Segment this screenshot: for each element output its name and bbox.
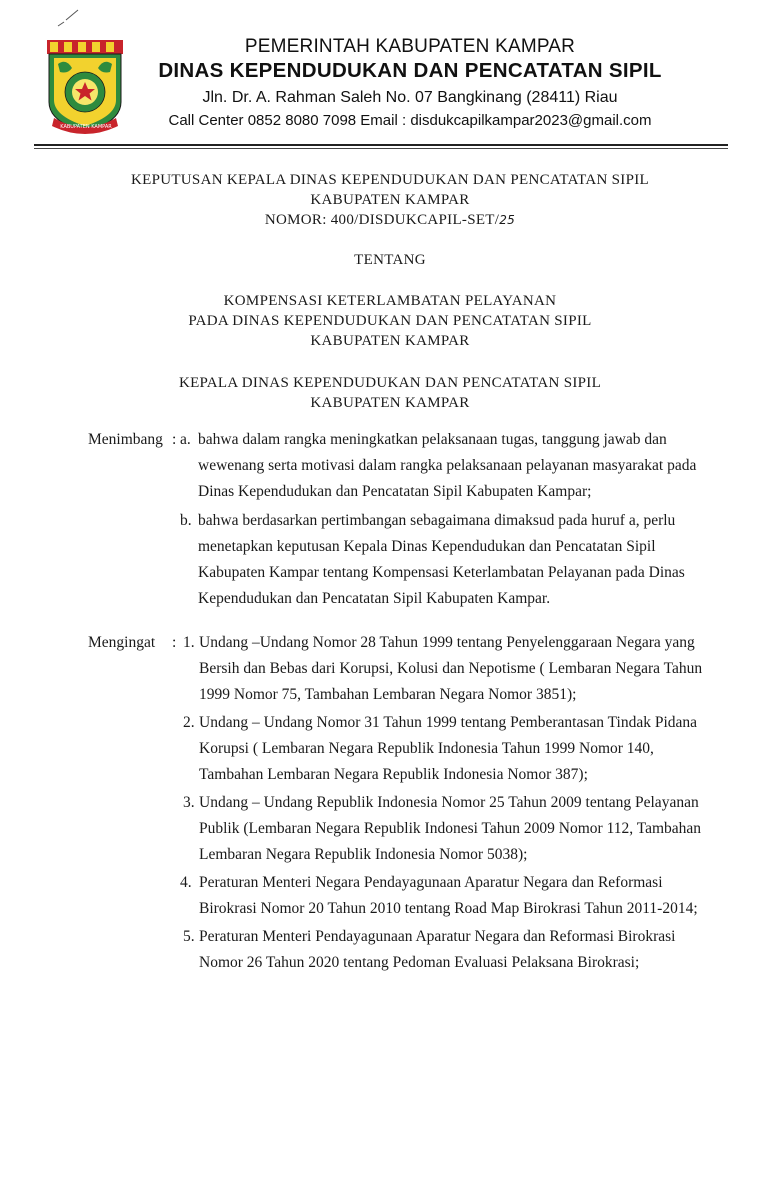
item-line: Kabupaten Kampar tentang Kompensasi Keterlambatan Pelayanan pada Dinas xyxy=(198,564,685,581)
item-line: Korupsi ( Lembaran Negara Republik Indonesia Tahun 1999 Nomor 140, xyxy=(199,740,654,757)
subject-line: KABUPATEN KAMPAR xyxy=(310,333,470,349)
item-line: 1999 Nomor 75, Tambahan Lembaran Negara Nomor 3851); xyxy=(199,686,577,703)
item-text xyxy=(199,710,707,788)
item-line: Tambahan Lembaran Negara Republik Indonesia Nomor 387); xyxy=(199,766,588,783)
decree-title-line: KEPUTUSAN KEPALA DINAS KEPENDUDUKAN DAN PENCATATAN SIPIL xyxy=(130,172,650,188)
item-line: Publik (Lembaran Negara Republik Indonesi Tahun 2009 Nomor 112, Tambahan xyxy=(199,820,702,837)
item-line: menetapkan keputusan Kepala Dinas Kependudukan dan Pencatatan Sipil xyxy=(198,538,656,555)
item-line: bahwa dalam rangka meningkatkan pelaksanaan tugas, tanggung jawab dan xyxy=(198,431,667,448)
menimbang-label: Menimbang xyxy=(88,431,163,448)
menimbang-colon: : xyxy=(172,431,177,448)
item-text xyxy=(199,790,707,868)
agency-contact: Call Center 0852 8080 7098 Email : disdukcapilkampar2023@gmail.com xyxy=(168,112,652,129)
agency-address: Jln. Dr. A. Rahman Saleh No. 07 Bangkinang (28411) Riau xyxy=(202,89,618,106)
government-name: PEMERINTAH KABUPATEN KAMPAR xyxy=(244,36,576,57)
logo-ribbon-text: KABUPATEN KAMPAR xyxy=(60,124,112,130)
item-line: Dinas Kependudukan dan Pencatatan Sipil Kabupaten Kampar; xyxy=(198,483,592,500)
menimbang-item xyxy=(180,427,705,505)
item-line: bahwa berdasarkan pertimbangan sebagaimana dimaksud pada huruf a, perlu xyxy=(198,512,676,529)
mengingat-item xyxy=(180,870,708,922)
menimbang-item xyxy=(180,508,705,612)
decree-number-text: NOMOR: 400/DISDUKCAPIL-SET/ xyxy=(264,212,500,228)
item-marker: 2. xyxy=(183,714,195,731)
mengingat-colon: : xyxy=(172,634,177,651)
letterhead xyxy=(130,36,690,131)
item-marker: 3. xyxy=(183,794,195,811)
decree-subject xyxy=(90,291,690,351)
pen-mark xyxy=(54,8,82,30)
item-text xyxy=(199,870,707,922)
handwritten-number: 25 xyxy=(499,213,516,227)
item-line: Undang – Undang Republik Indonesia Nomor 25 Tahun 2009 tentang Pelayanan xyxy=(199,794,699,811)
item-marker: 1. xyxy=(183,634,195,651)
item-line: Peraturan Menteri Negara Pendayagunaan Aparatur Negara dan Reformasi xyxy=(199,874,663,891)
item-line: Nomor 26 Tahun 2020 tentang Pedoman Evaluasi Pelaksana Birokrasi; xyxy=(199,954,640,971)
decree-title-line: KABUPATEN KAMPAR xyxy=(310,192,470,208)
item-marker: a. xyxy=(180,431,191,448)
mengingat-item xyxy=(183,790,708,868)
item-line: Birokrasi Nomor 20 Tahun 2010 tentang Road Map Birokrasi Tahun 2011-2014; xyxy=(199,900,698,917)
item-line: Undang –Undang Nomor 28 Tahun 1999 tentang Penyelenggaraan Negara yang xyxy=(199,634,695,651)
subject-line: PADA DINAS KEPENDUDUKAN DAN PENCATATAN SIPIL xyxy=(188,313,592,329)
item-line: Kependudukan dan Pencatatan Sipil Kabupaten Kampar. xyxy=(198,590,551,607)
item-text xyxy=(198,508,705,612)
regency-logo-icon xyxy=(44,38,126,136)
mengingat-item xyxy=(183,924,708,976)
letterhead-rule xyxy=(34,144,728,146)
item-line: wewenang serta motivasi dalam rangka pelaksanaan pelayanan masyarakat pada xyxy=(198,457,697,474)
mengingat-item xyxy=(183,710,708,788)
issuer-line: KEPALA DINAS KEPENDUDUKAN DAN PENCATATAN SIPIL xyxy=(178,375,602,391)
letterhead-rule-thin xyxy=(34,148,728,149)
decree-number xyxy=(90,210,690,230)
item-text xyxy=(198,427,705,505)
subject-line: KOMPENSASI KETERLAMBATAN PELAYANAN xyxy=(223,293,557,309)
tentang-heading: TENTANG xyxy=(354,252,426,268)
item-line: Peraturan Menteri Pendayagunaan Aparatur Negara dan Reformasi Birokrasi xyxy=(199,928,676,945)
mengingat-label: Mengingat xyxy=(88,634,156,651)
issuer-line: KABUPATEN KAMPAR xyxy=(310,395,470,411)
decree-issuer xyxy=(90,373,690,413)
decree-title xyxy=(90,170,690,230)
item-text xyxy=(199,630,707,708)
item-marker: 5. xyxy=(183,928,195,945)
item-marker: 4. xyxy=(180,874,192,891)
item-line: Undang – Undang Nomor 31 Tahun 1999 tentang Pemberantasan Tindak Pidana xyxy=(199,714,698,731)
agency-name: DINAS KEPENDUDUKAN DAN PENCATATAN SIPIL xyxy=(158,59,662,82)
item-line: Bersih dan Bebas dari Korupsi, Kolusi dan Nepotisme ( Lembaran Negara Tahun xyxy=(199,660,703,677)
item-text xyxy=(199,924,707,976)
item-marker: b. xyxy=(180,512,192,529)
item-line: Lembaran Negara Republik Indonesia Nomor 5038); xyxy=(199,846,528,863)
mengingat-item xyxy=(183,630,708,708)
